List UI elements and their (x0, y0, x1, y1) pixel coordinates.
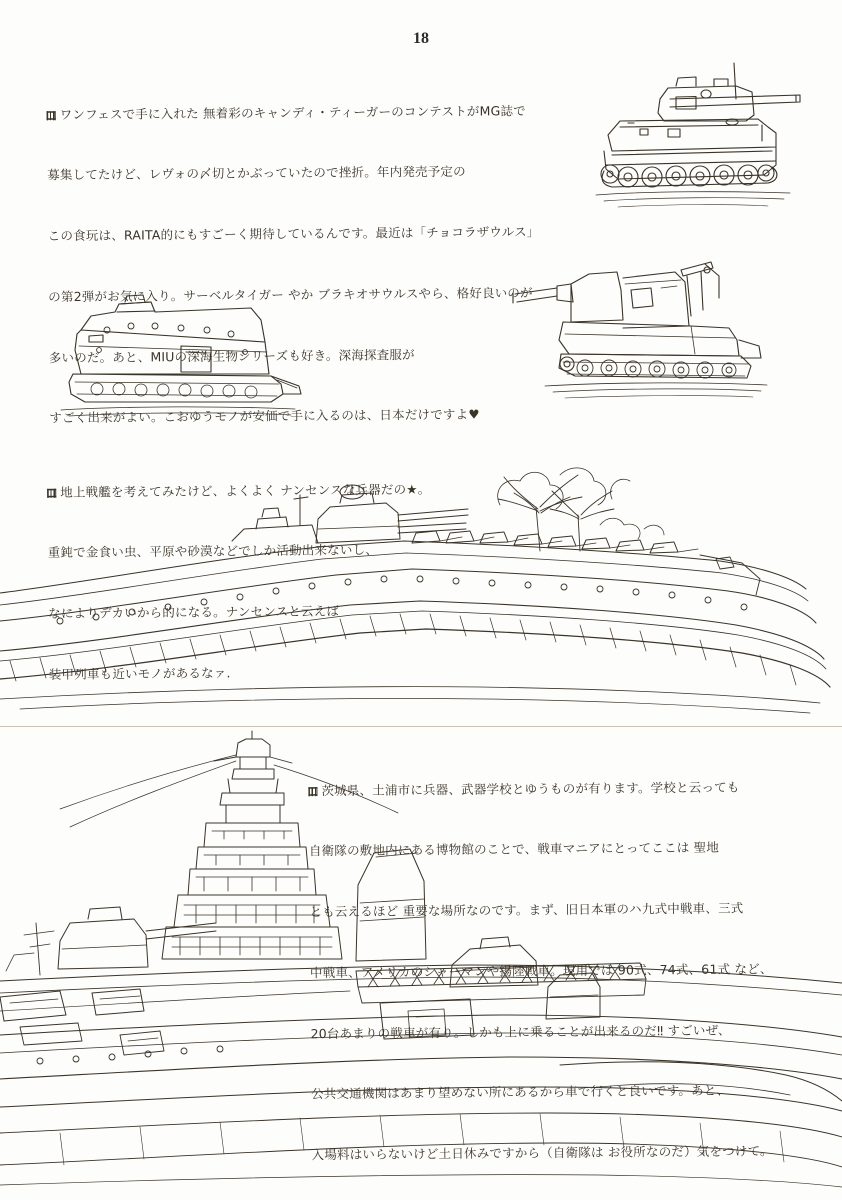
note-line: ワンフェスで手に入れた 無着彩のキャンディ・ティーガーのコンテストがMG誌で (47, 100, 567, 125)
self-propelled-gun-sketch (505, 250, 775, 410)
note-line: 公共交通機関はあまり望めない所にあるから車で行くと良いです。あと、 (310, 1082, 730, 1102)
battleship-superstructure-sketch (0, 735, 842, 1200)
note-line: この食玩は、RAITA的にもすごーく期待しているんです。最近は「チョコラザウルス」 (47, 223, 540, 244)
note-line: 自衛隊の敷地内にある博物館のことで、戦車マニアにとってここは 聖地 (308, 839, 720, 859)
note-line: とも云えるほど 重要な場所なのです。まず、旧日本軍のハ九式中戦車、三式 (309, 900, 744, 920)
land-battleship-sketch (0, 455, 842, 725)
note-line: 茨城県、土浦市に兵器、武器学校とゆうものが有ります。学校と云っても (308, 776, 818, 801)
section-divider (0, 726, 842, 727)
armored-tracked-vehicle-sketch (55, 290, 305, 420)
note-line: 多いのだ。あと、MIUの深海生物シリーズも好き。深海探査服が (48, 346, 415, 365)
note-line: の第2弾がお気に入り。サーベルタイガー やか ブラキオサウルスやら、格好良いのが (48, 284, 533, 305)
note-line: 20台あまりの戦車が有り。しかも上に乗ることが出来るのだ‼ すごいぜ、 (310, 1022, 731, 1041)
page-number: 18 (413, 30, 429, 47)
hatched-square-bullet-icon (47, 111, 56, 120)
note-line: 地上戦艦を考えてみたけど、よくよく ナンセンスな兵器だの★。 (47, 479, 477, 503)
note-line: 重鈍で金食い虫、平原や砂漠などでしか活動出来ないし、 (47, 542, 378, 561)
note-line: 募集してたけど、レヴォの〆切とかぶっていたので挫折。年内発売予定の (47, 163, 466, 183)
note-line: 中戦車、アメリカのシャーマンや揚陸戦車。現用では 90式、74式、61式 など、 (309, 960, 773, 980)
note-line: 入場料はいらないけど土日休みですから（自衛隊は お役所なのだ）気をつけて。 (311, 1143, 773, 1163)
note-line: なによりデカいから的になる。ナンセンスと云えば (48, 603, 340, 621)
note-line: すごく出来がよい。こおゆうモノが安価で手に入るのは、日本だけですよ♥ (49, 406, 480, 426)
note-line: 装甲列車も近いモノがあるなァ. (48, 665, 231, 682)
